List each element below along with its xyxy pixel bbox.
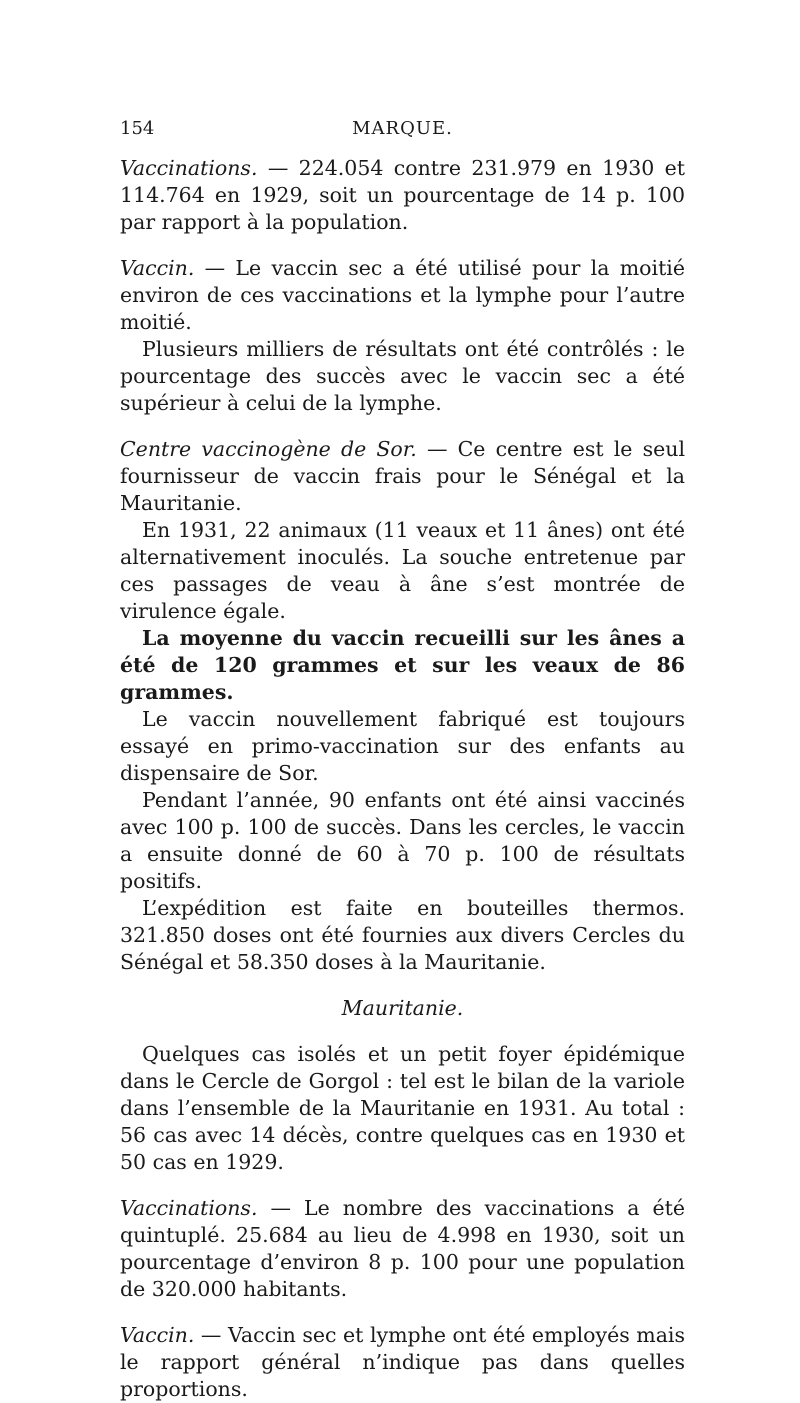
paragraph-vaccin-mauritanie — [120, 1322, 685, 1403]
paragraph-vaccin-senegal — [120, 255, 685, 336]
paragraph-moyenne — [120, 625, 685, 706]
paragraph-text: — Ce centre est le seul fournisseur de vaccin frais pour le Sénégal et la Mauritanie. — [120, 437, 686, 515]
paragraph-text: Pendant l’année, 90 enfants ont été ainsi vaccinés avec 100 p. 100 de succès. Dans les cercles, le vaccin a ensuite donné de 60 à 70 p. 100 de résultats positifs. — [120, 788, 685, 893]
paragraph-text: En 1931, 22 animaux (11 veaux et 11 ânes) ont été alternativement inoculés. La souche entretenue par ces passages de veau à âne s’est montrée de virulence égale. — [120, 518, 685, 623]
paragraph-text: Plusieurs milliers de résultats ont été contrôlés : le pourcentage des succès avec le vaccin sec a été supérieur à celui de la lymphe. — [120, 337, 685, 415]
paragraph-text: Le vaccin nouvellement fabriqué est toujours essayé en primo-vaccination sur des enfants au dispensaire de Sor. — [120, 707, 685, 785]
paragraph-vaccinations-mauritanie — [120, 1195, 685, 1303]
paragraph-text: L’expédition est faite en bouteilles thermos. 321.850 doses ont été fournies aux divers Cercles du Sénégal et 58.350 doses à la Mauritanie. — [120, 896, 685, 974]
page-number: 154 — [120, 118, 155, 139]
paragraph-primo-vaccination — [120, 706, 685, 787]
paragraph-annee — [120, 787, 685, 895]
running-head: MARQUE. — [352, 118, 453, 139]
section-heading: Mauritanie. — [341, 996, 464, 1020]
paragraph-lead: Vaccin. — [120, 1323, 195, 1347]
paragraph-lead: Vaccinations. — [120, 156, 258, 180]
paragraph-lead: Vaccin. — [120, 256, 195, 280]
paragraph-text: — Le nombre des vaccinations a été quintuplé. 25.684 au lieu de 4.998 en 1930, soit un pourcentage d’environ 8 p. 100 pour une population de 320.000 habitants. — [120, 1196, 685, 1301]
paragraph-animaux — [120, 517, 685, 625]
paragraph-text: — 224.054 contre 231.979 en 1930 et 114.764 en 1929, soit un pourcentage de 14 p. 100 par rapport à la population. — [120, 156, 685, 234]
paragraph-mauritanie-bilan — [120, 1041, 685, 1176]
paragraph-text: La moyenne du vaccin recueilli sur les ânes a été de 120 grammes et sur les veaux de 86 grammes. — [120, 626, 685, 704]
paragraph-resultats — [120, 336, 685, 417]
paragraph-lead: Centre vaccinogène de Sor. — [120, 437, 417, 461]
page-body — [120, 155, 685, 1403]
paragraph-text: Quelques cas isolés et un petit foyer épidémique dans le Cercle de Gorgol : tel est le bilan de la variole dans l’ensemble de la Mauritanie en 1931. Au total : 56 cas avec 14 décès, contre quelques cas en 1930 et 50 cas en 1929. — [120, 1042, 685, 1174]
paragraph-text: — Vaccin sec et lymphe ont été employés mais le rapport général n’indique pas dans quelles proportions. — [120, 1323, 685, 1401]
paragraph-text: — Le vaccin sec a été utilisé pour la moitié environ de ces vaccinations et la lymphe pour l’autre moitié. — [120, 256, 685, 334]
paragraph-vaccinations-senegal — [120, 155, 685, 236]
paragraph-lead: Vaccinations. — [120, 1196, 258, 1220]
paragraph-expedition — [120, 895, 685, 976]
page-header — [120, 118, 685, 146]
paragraph-centre-vaccinogene — [120, 436, 685, 517]
